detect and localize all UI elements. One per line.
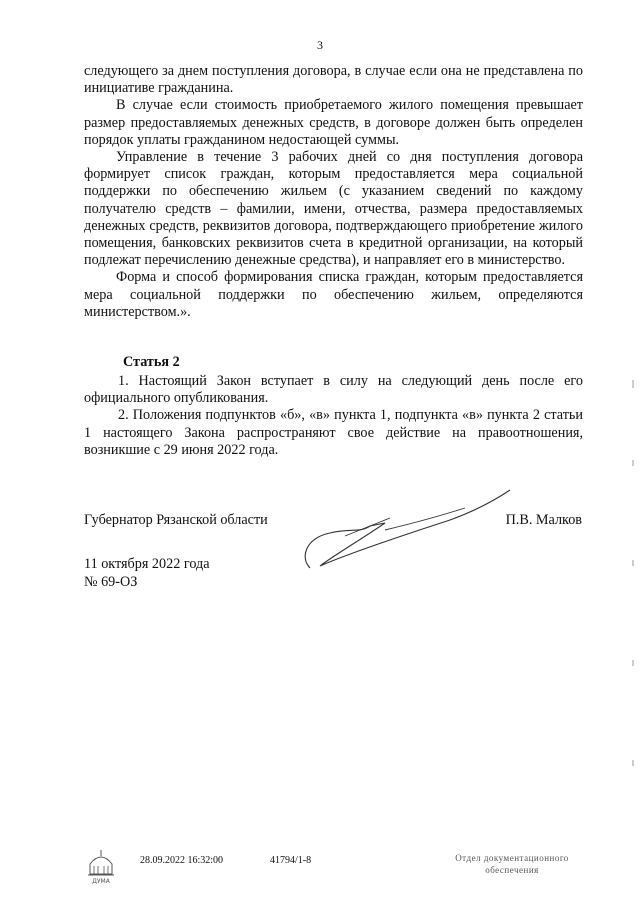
handwritten-signature bbox=[290, 478, 520, 578]
article-paragraph: 2. Положения подпунктов «б», «в» пункта 1, подпункта «в» пункта 2 статьи 1 настоящего Закона распространяют свое действие на правоотношения, возникшие с 29 июня 2022 года. bbox=[84, 407, 583, 458]
document-number: № 69-ОЗ bbox=[84, 574, 138, 590]
paragraph: следующего за днем поступления договора, в случае если она не представлена по инициативе гражданина. bbox=[84, 63, 583, 97]
duma-logo-icon bbox=[84, 846, 118, 886]
article-paragraph: 1. Настоящий Закон вступает в силу на следующий день после его официального опубликования. bbox=[84, 373, 583, 407]
body-text bbox=[84, 63, 583, 321]
signer-name: П.В. Малков bbox=[505, 512, 582, 528]
footer-timestamp: 28.09.2022 16:32:00 bbox=[140, 855, 224, 866]
document-date: 11 октября 2022 года bbox=[84, 556, 210, 572]
signer-title: Губернатор Рязанской области bbox=[84, 512, 268, 528]
department-stamp bbox=[432, 852, 592, 876]
paragraph: Форма и способ формирования списка граждан, которым предоставляется мера социальной поддержки по обеспечению жильем, определяются министерством.». bbox=[84, 269, 583, 320]
article-body bbox=[84, 373, 583, 459]
svg-text:ДУМА: ДУМА bbox=[92, 878, 110, 885]
scan-edge-marks bbox=[632, 380, 634, 860]
article-heading: Статья 2 bbox=[123, 354, 180, 370]
page-number: 3 bbox=[317, 38, 323, 52]
paragraph: В случае если стоимость приобретаемого жилого помещения превышает размер предоставляемых денежных средств, в договоре должен быть определен порядок уплаты гражданином недостающей суммы. bbox=[84, 97, 583, 148]
paragraph: Управление в течение 3 рабочих дней со дня поступления договора формирует список граждан, которым предоставляется мера социальной поддержки по обеспечению жильем (с указанием сведений по каждому получателю средств – фамилии, имени, отчества, размера предоставляемых денежных средств, реквизитов договора, подтверждающего приобретение жилого помещения, банковских реквизитов счета в кредитной организации, на который подлежат перечислению денежные средства), и направляет его в министерство. bbox=[84, 149, 583, 269]
footer-registration: 41794/1-8 bbox=[270, 855, 312, 866]
stamp-line: обеспечения bbox=[485, 865, 539, 875]
stamp-line: Отдел документационного bbox=[455, 853, 569, 863]
